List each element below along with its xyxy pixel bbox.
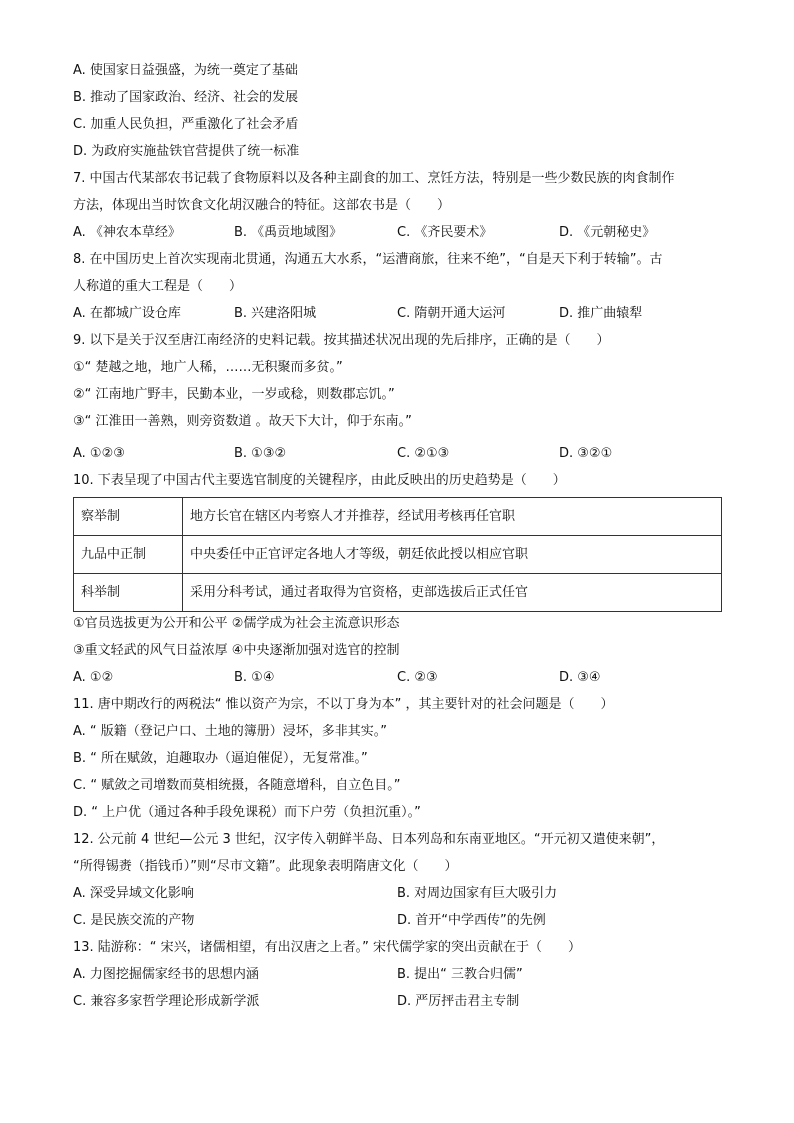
q11-option-a: A. “ 版籍（登记户口、土地的簿册）浸坏，多非其实。” [73, 724, 388, 739]
q12-option-c: C. 是民族交流的产物 [73, 913, 195, 928]
table-cell-system: 察举制 [74, 498, 183, 536]
q10-option-b: B. ①④ [234, 670, 275, 685]
q7-option-d: D. 《元朝秘史》 [559, 225, 656, 240]
q8-option-d: D. 推广曲辕犁 [559, 306, 643, 321]
q9-source-1: ①“ 楚越之地，地广人稀，……无积聚而多贫。” [73, 360, 343, 375]
q7-stem-line-1: 7. 中国古代某部农书记载了食物原料以及各种主副食的加工、烹饪方法，特别是一些少数民族的肉食制作 [73, 171, 675, 186]
q8-option-a: A. 在都城广设仓库 [73, 306, 181, 321]
table-cell-system: 九品中正制 [74, 536, 183, 574]
selection-system-table [73, 497, 722, 612]
q8-option-b: B. 兴建洛阳城 [234, 306, 317, 321]
q10-option-d: D. ③④ [559, 670, 601, 685]
q11-option-d: D. “ 上户优（通过各种手段免课税）而下户劳（负担沉重）。” [73, 805, 421, 820]
q9-source-2: ②“ 江南地广野丰，民勤本业，一岁或稔，则数郡忘饥。” [73, 387, 395, 402]
table-row [74, 498, 722, 536]
prev-option-a: A. 使国家日益强盛，为统一奠定了基础 [73, 63, 298, 78]
table-cell-system: 科举制 [74, 574, 183, 612]
q10-statements-2: ③重文轻武的风气日益浓厚 ④中央逐渐加强对选官的控制 [73, 643, 400, 658]
q7-option-c: C. 《齐民要术》 [397, 225, 493, 240]
prev-option-b: B. 推动了国家政治、经济、社会的发展 [73, 90, 299, 105]
q9-option-b: B. ①③② [234, 446, 287, 461]
q7-option-a: A. 《神农本草经》 [73, 225, 181, 240]
table-cell-procedure: 中央委任中正官评定各地人才等级，朝廷依此授以相应官职 [183, 536, 722, 574]
q12-option-d: D. 首开“中学西传”的先例 [397, 913, 546, 928]
table-cell-procedure: 地方长官在辖区内考察人才并推荐，经试用考核再任官职 [183, 498, 722, 536]
q8-stem-line-1: 8. 在中国历史上首次实现南北贯通，沟通五大水系，“运漕商旅，往来不绝”，“自是天下利于转输”。古 [73, 252, 663, 267]
q9-option-d: D. ③②① [559, 446, 613, 461]
q13-option-a: A. 力图挖掘儒家经书的思想内涵 [73, 967, 259, 982]
q12-option-b: B. 对周边国家有巨大吸引力 [397, 886, 558, 901]
table-row [74, 536, 722, 574]
q8-option-c: C. 隋朝开通大运河 [397, 306, 506, 321]
q13-stem: 13. 陆游称：“ 宋兴，诸儒相望，有出汉唐之上者。” 宋代儒学家的突出贡献在于（ ） [73, 940, 582, 955]
q7-stem-line-2: 方法，体现出当时饮食文化胡汉融合的特征。这部农书是（ ） [73, 198, 451, 213]
q9-stem: 9. 以下是关于汉至唐江南经济的史料记载。按其描述状况出现的先后排序，正确的是（ ） [73, 333, 610, 348]
q9-option-c: C. ②①③ [397, 446, 450, 461]
q9-source-3: ③“ 江淮田一善熟，则旁资数道 。故天下大计，仰于东南。” [73, 414, 412, 429]
q9-option-a: A. ①②③ [73, 446, 125, 461]
q10-statements-1: ①官员选拔更为公开和公平 ②儒学成为社会主流意识形态 [73, 616, 400, 631]
prev-option-d: D. 为政府实施盐铁官营提供了统一标准 [73, 144, 300, 159]
prev-option-c: C. 加重人民负担，严重激化了社会矛盾 [73, 117, 299, 132]
q13-option-c: C. 兼容多家哲学理论形成新学派 [73, 994, 260, 1009]
q11-stem: 11. 唐中期改行的两税法“ 惟以资产为宗，不以丁身为本” ，其主要针对的社会问题是（ ） [73, 697, 614, 712]
q10-option-c: C. ②③ [397, 670, 438, 685]
q10-stem: 10. 下表呈现了中国古代主要选官制度的关键程序，由此反映出的历史趋势是（ ） [73, 473, 566, 488]
q11-option-c: C. “ 赋敛之司增数而莫相统摄，各随意增科，自立色目。” [73, 778, 401, 793]
q10-option-a: A. ①② [73, 670, 114, 685]
q12-option-a: A. 深受异域文化影响 [73, 886, 194, 901]
q13-option-d: D. 严厉抨击君主专制 [397, 994, 520, 1009]
q13-option-b: B. 提出“ 三教合归儒” [397, 967, 523, 982]
q11-option-b: B. “ 所在赋敛，迫趣取办（逼迫催促），无复常准。” [73, 751, 368, 766]
q7-option-b: B. 《禹贡地域图》 [234, 225, 343, 240]
q12-stem-line-1: 12. 公元前 4 世纪—公元 3 世纪，汉字传入朝鲜半岛、日本列岛和东南亚地区。“开元初又遣使来朝”， [73, 832, 665, 847]
table-row [74, 574, 722, 612]
q12-stem-line-2: “所得锡赉（指钱币）”则“尽市文籍”。此现象表明隋唐文化（ ） [73, 859, 458, 874]
q8-stem-line-2: 人称道的重大工程是（ ） [73, 279, 243, 294]
table-cell-procedure: 采用分科考试，通过者取得为官资格，吏部选拔后正式任官 [183, 574, 722, 612]
